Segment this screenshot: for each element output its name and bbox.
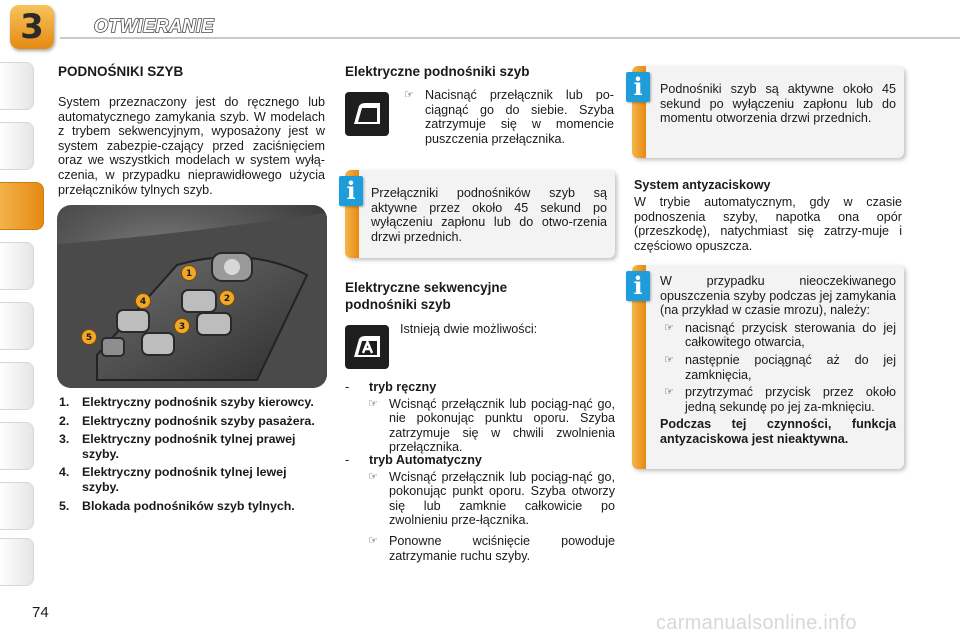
list-item: 4. Elektryczny podnośnik tylnej lewej szyby.: [59, 465, 287, 494]
list-item: 5. Blokada podnośników szyb tylnych.: [59, 498, 295, 513]
chapter-title: OTWIERANIE: [94, 16, 214, 36]
switch-panel-illustration: [57, 205, 327, 388]
info-icon: i: [339, 176, 363, 206]
hand-pointer-icon: ☞: [368, 469, 378, 483]
info-icon: i: [626, 271, 650, 301]
auto-mode-block: - tryb Automatyczny ☞ Wcisnąć przełącznik lub pociąg-nąć go, pokonując punkt oporu. Szyba otworzy się lub zamknie całkowicie po zwolnieniu prze-łącznika. ☞ Ponowne wciśnięcie powoduje zatrzymanie ruchu szyby.: [345, 453, 615, 563]
photo-marker-3: 3: [178, 322, 186, 332]
header-rule: [60, 37, 960, 39]
photo-marker-5: 5: [85, 333, 93, 343]
chapter-tab-6[interactable]: [0, 362, 34, 410]
hand-pointer-icon: ☞: [664, 352, 674, 366]
anti-pinch-title: System antyzaciskowy: [634, 178, 771, 192]
info-box-lift-active: i Podnośniki szyb są aktywne około 45 sekund po wyłączeniu zapłonu lub do momentu otworzenia drzwi przednich.: [632, 66, 904, 158]
chapter-tab-4[interactable]: [0, 242, 34, 290]
chapter-tab-3-active[interactable]: [0, 182, 44, 230]
manual-mode-label: tryb ręczny: [369, 380, 437, 394]
auto-mode-label: tryb Automatyczny: [369, 453, 482, 467]
warning-text: Podczas tej czynności, funkcja antyzaciskowa jest nieaktywna.: [660, 417, 896, 446]
hand-pointer-icon: ☞: [664, 320, 674, 334]
info-icon: i: [626, 72, 650, 102]
section-title-window-lifts: PODNOŚNIKI SZYB: [58, 64, 184, 79]
info-box-reinitialise: i W przypadku nieoczekiwanego opuszczenia szyby podczas jej zamykania (na przykład w czasie mrozu), należy: ☞ nacisnąć przycisk sterowania do jej całkowitego otwarcia, ☞ następnie pociągnąć aż do jej zamknięcia, ☞ przytrzymać przycisk przez około jedną sekundę po jej za-mknięciu. Podczas tej czynności, funkcja antyzaciskowa jest nieaktywna.: [632, 265, 904, 469]
photo-marker-2: 2: [223, 294, 231, 304]
chapter-tab-9[interactable]: [0, 538, 34, 586]
chapter-tab-8[interactable]: [0, 482, 34, 530]
hand-pointer-icon: ☞: [664, 385, 674, 399]
hand-pointer-icon: ☞: [368, 533, 378, 547]
hand-pointer-icon: ☞: [404, 88, 414, 101]
chapter-tab-2[interactable]: [0, 122, 34, 170]
two-options-text: Istnieją dwie możliwości:: [400, 322, 538, 336]
info-box-switch-active: i Przełączniki podnośników szyb są aktywne przez około 45 sekund po wyłączeniu zapłonu lub do otwo-rzenia drzwi przednich.: [345, 170, 615, 258]
chapter-badge: [10, 5, 54, 49]
photo-marker-1: 1: [185, 269, 193, 279]
chapter-tab-5[interactable]: [0, 302, 34, 350]
watermark: carmanualsonline.info: [656, 612, 857, 634]
auto-window-icon: [345, 325, 389, 369]
section-title-sequential-lifts: Elektryczne sekwencyjne podnośniki szyb: [345, 280, 508, 312]
window-switch-icon: [345, 92, 389, 136]
chapter-number: 3: [20, 7, 44, 47]
hand-pointer-icon: ☞: [368, 396, 378, 410]
list-item: 1. Elektryczny podnośnik szyby kierowcy.: [59, 395, 314, 409]
page-header: [0, 0, 960, 56]
anti-pinch-text: W trybie automatycznym, gdy w czasie podnoszenia szyby, napotka ona opór (przeszkodę), natychmiast się zatrzy-muje i częściowo opuszcza.: [634, 195, 902, 253]
photo-marker-4: 4: [139, 297, 147, 307]
electric-lift-instruction: ☞ Nacisnąć przełącznik lub po-ciągnąć go do siebie. Szyba zatrzymuje się w momencie puszczenia przełącznika.: [404, 88, 614, 146]
component-list: [59, 395, 319, 517]
page-number: 74: [32, 604, 49, 621]
switch-panel-photo: [57, 205, 327, 388]
section-title-electric-lifts: Elektryczne podnośniki szyb: [345, 64, 530, 79]
chapter-tab-1[interactable]: [0, 62, 34, 110]
chapter-tabs: [0, 62, 46, 582]
list-item: 3. Elektryczny podnośnik tylnej prawej szyby.: [59, 432, 296, 461]
chapter-tab-7[interactable]: [0, 422, 34, 470]
intro-paragraph: System przeznaczony jest do ręcznego lub automatycznego zamykania szyb. W modelach z trybem sekwencyjnym, wyposażony jest w system zabezpie-czający przed zaciśnięciem oraz we wszystkich modelach w system wyłą-czenia, w przypadku nieprawidłowego użycia przełączników tylnych szyb.: [58, 95, 325, 197]
list-item: 2. Elektryczny podnośnik szyby pasażera.: [59, 413, 315, 428]
manual-mode-block: - tryb ręczny ☞ Wcisnąć przełącznik lub pociąg-nąć go, nie pokonując punktu oporu. Szyba zatrzymuje się w chwili zwolnienia przełącznika.: [345, 380, 615, 455]
